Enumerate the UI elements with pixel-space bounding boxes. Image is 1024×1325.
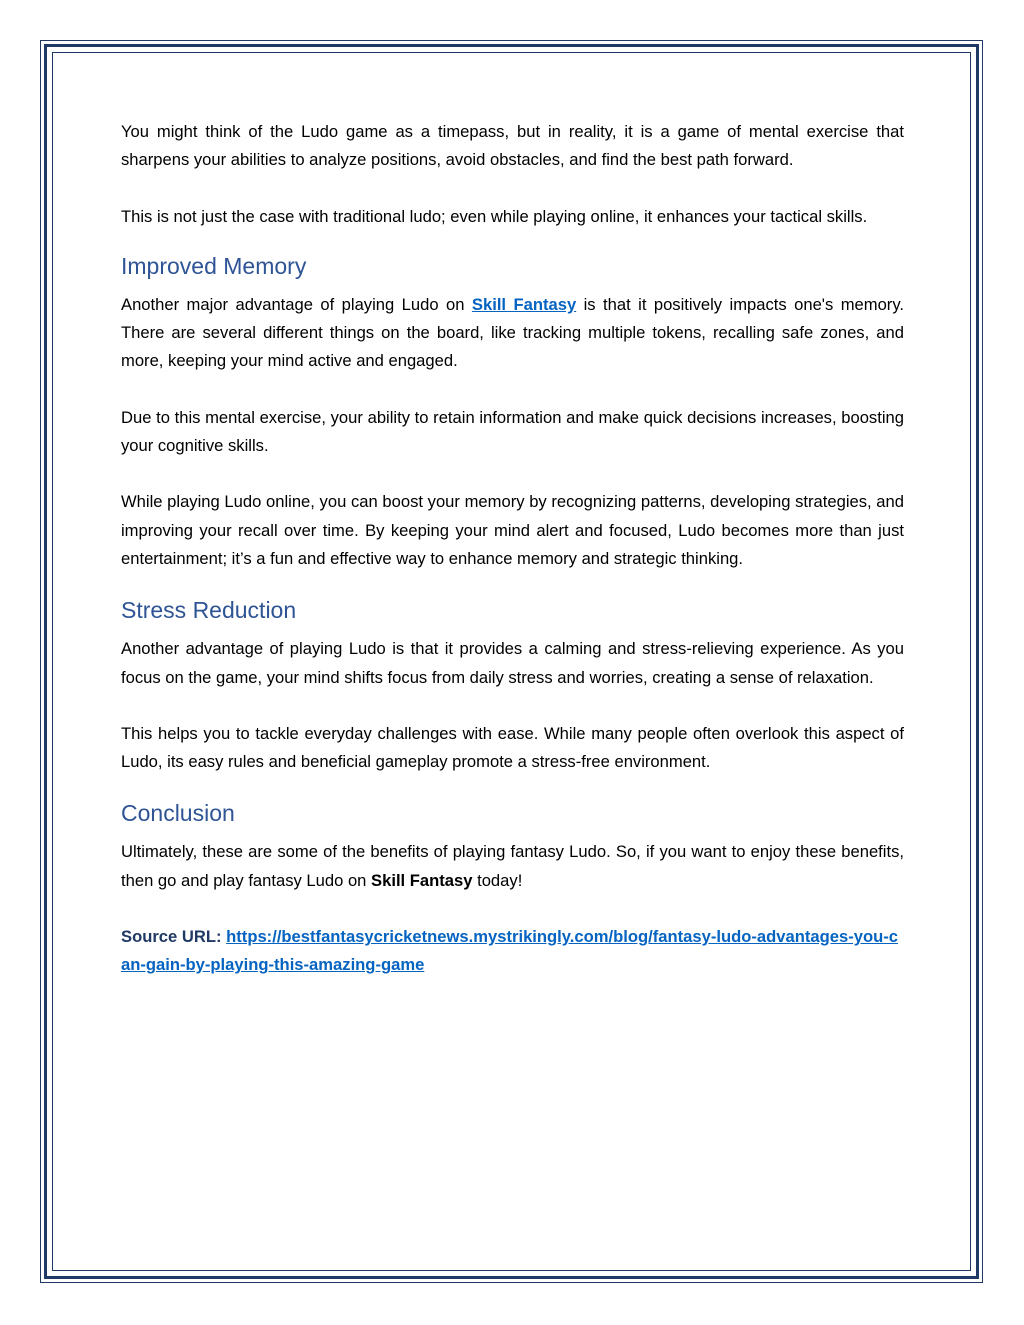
- stress-paragraph-1: Another advantage of playing Ludo is that it provides a calming and stress-relieving experience. As you focus on the game, your mind shifts focus from daily stress and worries, creating a sense of relaxation.: [121, 639, 904, 687]
- skill-fantasy-bold: Skill Fantasy: [371, 870, 473, 890]
- source-url-link[interactable]: https://bestfantasycricketnews.mystrikingly.com/blog/fantasy-ludo-advantages-you-can-gain-by-playing-this-amazing-game: [121, 927, 899, 975]
- heading-improved-memory: Improved Memory: [121, 252, 307, 279]
- source-url-label: Source URL:: [121, 927, 222, 947]
- conclusion-text-end: today!: [472, 870, 523, 890]
- conclusion-paragraph: [121, 838, 904, 895]
- intro-paragraph-2: This is not just the case with traditional ludo; even while playing online, it enhances your tactical skills.: [121, 206, 868, 226]
- heading-stress-reduction: Stress Reduction: [121, 597, 297, 624]
- conclusion-text-start: Ultimately, these are some of the benefits of playing fantasy Ludo. So, if you want to enjoy these benefits, then go and play fantasy Ludo on: [121, 842, 904, 890]
- document-body: [121, 118, 904, 980]
- intro-paragraph-1: You might think of the Ludo game as a timepass, but in reality, it is a game of mental exercise that sharpens your abilities to analyze positions, avoid obstacles, and find the best path forward.: [121, 122, 904, 170]
- memory-paragraph-1: [121, 291, 904, 376]
- stress-paragraph-2: This helps you to tackle everyday challenges with ease. While many people often overlook this aspect of Ludo, its easy rules and beneficial gameplay promote a stress-free environment.: [121, 723, 904, 772]
- source-line: [121, 923, 904, 980]
- memory-p1-text-end: is that it positively impacts one's memory. There are several different things on the board, like tracking multiple tokens, recalling safe zones, and more, keeping your mind active and engaged.: [121, 294, 905, 371]
- memory-paragraph-3: While playing Ludo online, you can boost your memory by recognizing patterns, developing strategies, and improving your recall over time. By keeping your mind alert and focused, Ludo becomes more than just entertainment; it’s a fun and effective way to enhance memory and strategic thinking.: [121, 492, 904, 568]
- heading-conclusion: Conclusion: [121, 800, 235, 827]
- memory-paragraph-2: Due to this mental exercise, your ability to retain information and make quick decisions increases, boosting your cognitive skills.: [121, 407, 904, 456]
- memory-p1-text-start: Another major advantage of playing Ludo on: [121, 294, 472, 314]
- skill-fantasy-link[interactable]: Skill Fantasy: [471, 294, 577, 314]
